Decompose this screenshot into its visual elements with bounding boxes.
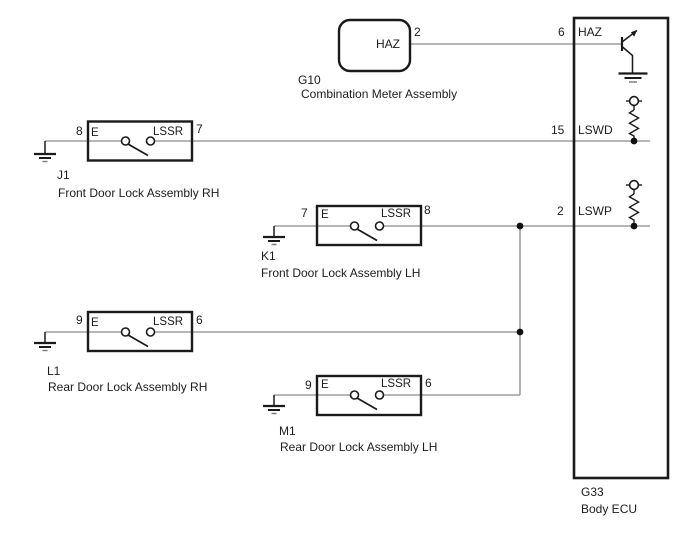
switch-blade — [357, 398, 377, 410]
switch-blade — [128, 144, 148, 156]
junction-dot — [517, 329, 524, 336]
l1-code: L1 — [47, 364, 61, 378]
meter-code: G10 — [298, 73, 321, 87]
j1-pin-right: 7 — [196, 122, 203, 136]
m1-pin-left: 9 — [305, 378, 312, 392]
m1-pin-right: 6 — [425, 376, 432, 390]
l1-terminal-e: E — [91, 317, 99, 329]
terminal-circle-icon — [630, 97, 639, 106]
ecu-pin-lswp-label: LSWP — [578, 204, 613, 218]
k1-terminal-e: E — [321, 209, 329, 221]
m1-terminal-e: E — [321, 379, 329, 391]
l1-name: Rear Door Lock Assembly RH — [48, 380, 208, 394]
switch-m1 — [351, 391, 384, 410]
switch-k1 — [351, 222, 384, 241]
k1-pin-left: 7 — [301, 206, 308, 220]
ecu-name: Body ECU — [581, 502, 638, 516]
k1-name: Front Door Lock Assembly LH — [261, 266, 421, 280]
ecu-pin-haz-number: 6 — [558, 25, 565, 39]
ground-l1 — [34, 332, 56, 351]
switch-blade — [357, 229, 377, 241]
junction-dot — [517, 223, 524, 230]
meter-block-label: HAZ — [376, 37, 400, 51]
ecu-pin-haz-label: HAZ — [578, 25, 602, 39]
meter-name: Combination Meter Assembly — [301, 87, 458, 101]
resistor-zigzag-icon — [630, 110, 639, 139]
j1-terminal-e: E — [91, 127, 99, 139]
switch-j1 — [122, 137, 155, 156]
junction-dot — [631, 223, 638, 230]
j1-terminal-lssr: LSSR — [153, 126, 184, 138]
ecu-pin-lswp-number: 2 — [557, 204, 564, 218]
ground-k1 — [263, 226, 285, 245]
transistor-icon — [622, 30, 637, 73]
k1-pin-right: 8 — [424, 203, 431, 217]
k1-code: K1 — [261, 249, 276, 263]
ground-m1 — [263, 395, 285, 414]
m1-code: M1 — [279, 424, 296, 438]
terminal-circle-icon — [630, 181, 639, 190]
l1-pin-right: 6 — [196, 313, 203, 327]
ecu-pin-lswd-number: 15 — [551, 123, 565, 137]
ground-symbols — [34, 141, 285, 414]
transistor-ground-icon — [619, 74, 648, 83]
j1-code: J1 — [57, 168, 70, 182]
ecu-box — [574, 18, 668, 478]
meter-pin-number: 2 — [414, 25, 421, 39]
resistor-zigzag-icon — [630, 194, 639, 223]
j1-pin-left: 8 — [76, 124, 83, 138]
resistor-lswp — [626, 181, 642, 223]
junction-dot — [631, 138, 638, 145]
ground-j1 — [34, 141, 56, 162]
switch-blade — [128, 335, 148, 347]
resistor-lswd — [626, 97, 642, 139]
j1-name: Front Door Lock Assembly RH — [58, 186, 220, 200]
ecu-internals — [619, 30, 648, 223]
l1-terminal-lssr: LSSR — [153, 316, 184, 328]
m1-name: Rear Door Lock Assembly LH — [280, 440, 438, 454]
ecu-pin-lswd-label: LSWD — [578, 123, 613, 137]
l1-pin-left: 9 — [76, 313, 83, 327]
switch-l1 — [122, 328, 155, 347]
k1-terminal-lssr: LSSR — [381, 208, 412, 220]
ecu-code: G33 — [581, 485, 604, 499]
m1-terminal-lssr: LSSR — [381, 378, 412, 390]
junction-dots — [517, 138, 638, 336]
